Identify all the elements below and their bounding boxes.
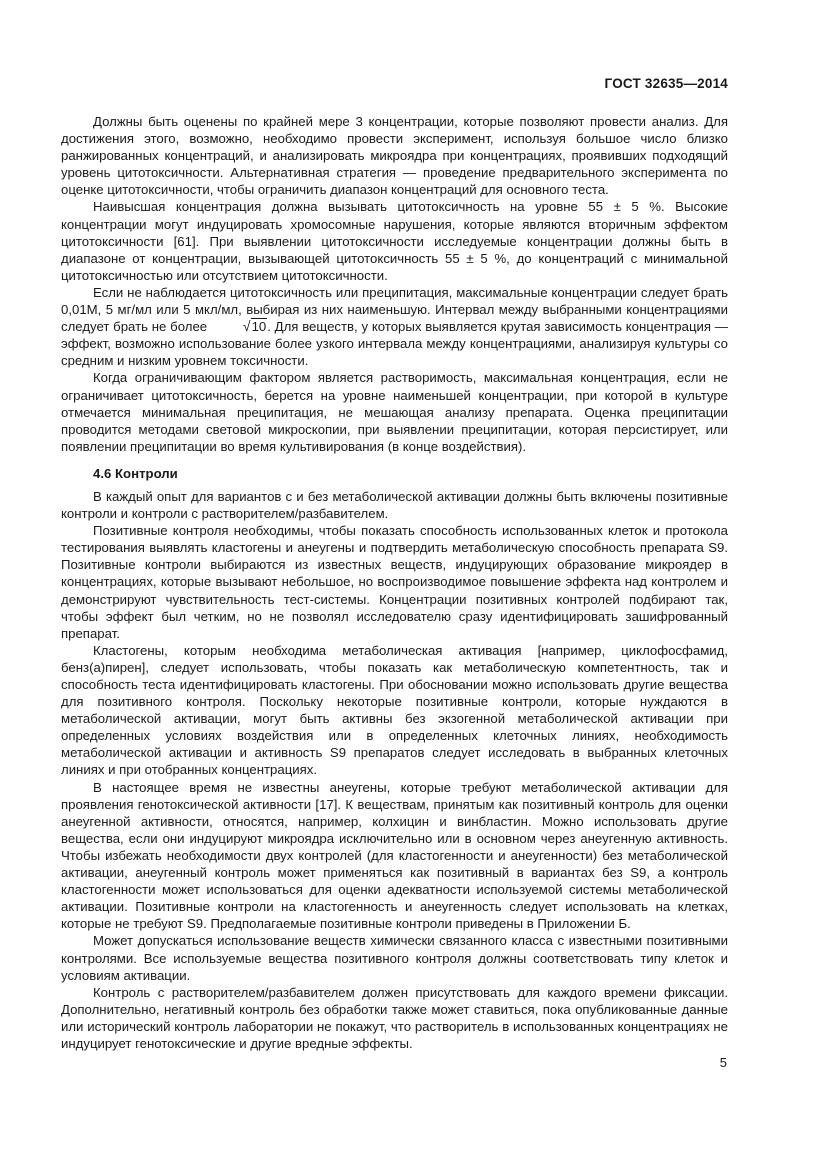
paragraph-text-after: . Для веществ, у которых выявляется крутая зависимость концентрация — эффект, возможно использование более узкого интервала между концентрациями, анализируя культуры со средним и низким уровнем токсичности.: [61, 319, 728, 369]
standard-header: ГОСТ 32635—2014: [604, 76, 728, 91]
paragraph: В настоящее время не известны анеугены, которые требуют метаболической активации для проявления генотоксической активности [17]. К веществам, принятым как позитивный контроль для оценки анеугенной активности, относятся, например, колхицин и винбластин. Можно использовать другие вещества, если они индуцируют микроядра исключительно или в основном через анеугенную активность. Чтобы избежать необходимости двух контролей (для кластогенности и анеугенности) без метаболической активации, анеугенный контроль может применяться как позитивный в вариантах без S9, а контроль кластогенности может использоваться для оценки адекватности используемой системы метаболической активации. Позитивные контроли на кластогенность и анеугенность следует использовать на клетках, которые не требуют S9. Предполагаемые позитивные контроли приведены в Приложении Б.: [61, 779, 728, 932]
paragraph: В каждый опыт для вариантов с и без метаболической активации должны быть включены позитивные контроли и контроли с растворителем/разбавителем.: [61, 488, 728, 522]
paragraph: Может допускаться использование веществ химически связанного класса с известными позитивными контролями. Все используемые вещества позитивного контроля должны соответствовать типу клеток и условиям активации.: [61, 933, 728, 983]
radicand: 10: [251, 319, 267, 335]
paragraph: Наивысшая концентрация должна вызывать цитотоксичность на уровне 55 ± 5 %. Высокие концентрации могут индуцировать хромосомные нарушения, которые являются вторичным эффектом цитотоксичности [61]. При выявлении цитотоксичности исследуемые концентрации должны быть в диапазоне от концентрации, вызывающей цитотоксичность 55 ± 5 %, до концентраций с минимальной цитотоксичностью или отсутствием цитотоксичности.: [61, 199, 728, 283]
paragraph: Кластогены, которым необходима метаболическая активация [например, циклофосфамид, бенз(а)пирен], следует использовать, чтобы показать как метаболическую компетентность, так и способность теста идентифицировать кластогены. При обосновании можно использовать другие вещества для позитивного контроля. Поскольку некоторые позитивные контроли, которые нуждаются в метаболической активации, могут быть активны без экзогенной метаболической активации при определенных условиях воздействия или в определенных клеточных линиях, необходимость метаболической активации и активность S9 препаратов следует исследовать в выбранных клеточных линиях и при отобранных концентрациях.: [61, 642, 728, 778]
paragraph-text-before: Если не наблюдается цитотоксичность или преципитация, максимальные концентрации следует брать 0,01М, 5 мг/мл или 5 мкл/мл, выбирая из них наименьшую. Интервал между выбранными концентрациями следует брать не более: [61, 284, 728, 335]
page-number: 5: [719, 1055, 727, 1070]
paragraph: Должны быть оценены по крайней мере 3 концентрации, которые позволяют провести анализ. Для достижения этого, возможно, необходимо провести эксперимент, используя большое число близко ранжированных концентраций, и анализировать микроядра при концентрациях, проявивших подходящий уровень цитотоксичности. Альтернативная стратегия — проведение предварительного эксперимента по оценке цитотоксичности, чтобы ограничить диапазон концентраций для основного теста.: [61, 114, 728, 198]
paragraph: Позитивные контроля необходимы, чтобы показать способность использованных клеток и протокола тестирования выявлять кластогены и анеугены и подтвердить метаболическую способность препарата S9. Позитивные контроли выбираются из известных веществ, индуцирующих образование микроядер в концентрациях, которые вызывают небольшое, но воспроизводимое повышение эффекта над контролем и демонстрируют чувствительность тест-системы. Концентрации позитивных контролей подбирают так, чтобы эффект был четким, но не позволял исследователю сразу идентифицировать зашифрованный препарат.: [61, 523, 728, 641]
section-heading: 4.6 Контроли: [93, 465, 178, 481]
sqrt-formula: [211, 318, 267, 335]
radical-sign: √: [242, 318, 251, 335]
paragraph: Когда ограничивающим фактором является растворимость, максимальная концентрация, если не ограничивает цитотоксичность, берется на уровне наименьшей концентрации, при которой в культуре отмечается минимальная преципитация, не мешающая анализу препарата. Оценка преципитации проводится методами световой микроскопии, при выявлении преципитации, которая персистирует, или появлении преципитации во время культивирования (в конце воздействия).: [61, 370, 728, 454]
body-text: [61, 113, 728, 1052]
paragraph: Контроль с растворителем/разбавителем должен присутствовать для каждого времени фиксации. Дополнительно, негативный контроль без обработки также может ставиться, пока опубликованные данные или исторический контроль лаборатории не покажут, что растворитель в использованных концентрациях не индуцирует генотоксические и другие вредные эффекты.: [61, 984, 728, 1051]
paragraph-with-sqrt: [61, 284, 728, 369]
